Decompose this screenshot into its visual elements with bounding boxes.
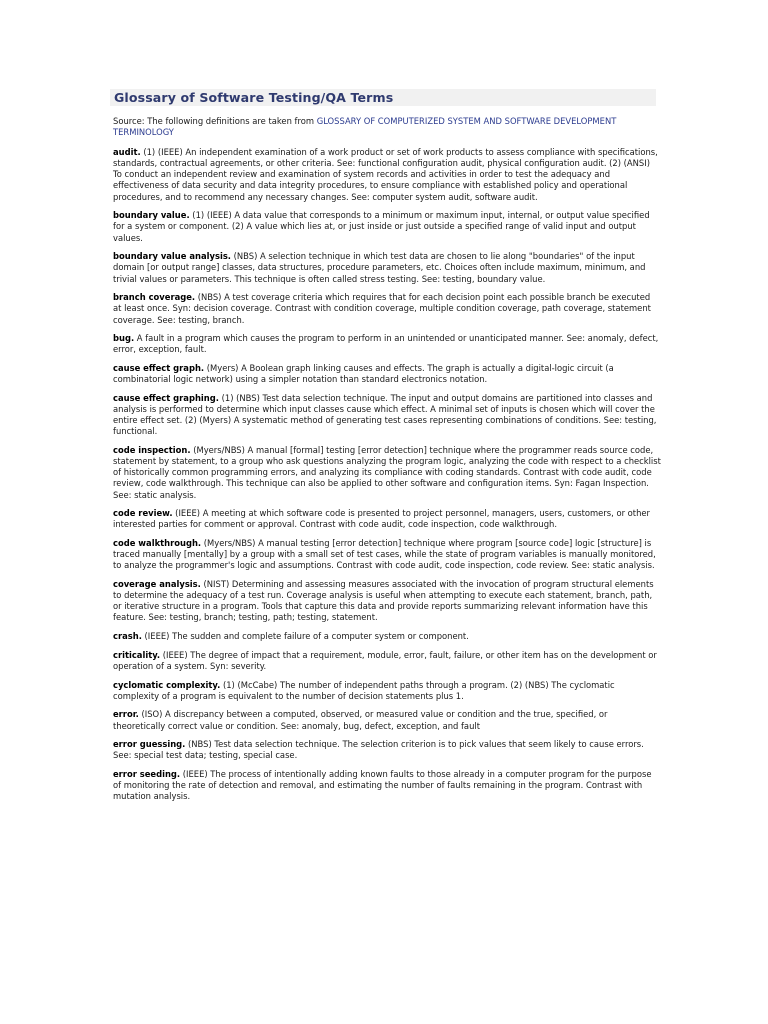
entry-definition: (1) (NBS) Test data selection technique. The input and output domains are partitioned into classes and analysis is performed to determine which input classes cause which effect. A minimal set of inputs is chosen which will cover the entire effect set. (2) (Myers) A systematic method of generating test cases representing combinations of conditions. See: testing, functional. bbox=[113, 392, 657, 437]
entry-definition: (IEEE) A meeting at which software code is presented to project personnel, managers, users, customers, or other interested parties for comment or approval. Contrast with code audit, code inspection, code walkthrough. bbox=[113, 508, 650, 530]
entry-term: branch coverage. bbox=[113, 292, 196, 303]
glossary-entry bbox=[113, 769, 661, 802]
entry-term: criticality. bbox=[113, 649, 161, 660]
entry-term: bug. bbox=[113, 333, 135, 344]
glossary-entry bbox=[113, 292, 661, 325]
entry-term: cause effect graphing. bbox=[113, 392, 219, 403]
glossary-entry bbox=[113, 631, 661, 642]
entry-definition: (NBS) A test coverage criteria which requires that for each decision point each possible branch be executed at least once. Syn: decision coverage. Contrast with condition coverage, multiple condition coverage, path coverage, statement coverage. See: testing, branch. bbox=[113, 292, 651, 325]
entry-term: boundary value. bbox=[113, 210, 190, 221]
glossary-entry bbox=[113, 650, 661, 672]
glossary-entry bbox=[113, 363, 661, 385]
entry-term: coverage analysis. bbox=[113, 579, 201, 589]
entry-term: code inspection. bbox=[113, 444, 191, 455]
glossary-entry bbox=[113, 445, 661, 501]
entry-definition: (NBS) Test data selection technique. The selection criterion is to pick values that seem likely to cause errors. See: special test data; testing, special case. bbox=[113, 739, 644, 761]
entry-definition: (Myers/NBS) A manual [formal] testing [error detection] technique where the programmer reads source code, statement by statement, to a group who ask questions analyzing the program logic, analyzing the code with respect to a checklist of historically common programming errors, and analyzing its compliance with coding standards. Contrast with code audit, code review, code walkthrough. This technique can also be applied to other software and configuration items. Syn: Fagan Inspection. See: static analysis. bbox=[113, 444, 661, 500]
glossary-entry bbox=[113, 210, 661, 243]
entry-definition: (1) (IEEE) An independent examination of a work product or set of work products to assess compliance with specifications, standards, contractual agreements, or other criteria. See: functional configuration audit, physical configuration audit. (2) (ANSI) To conduct an independent review and examination of system records and activities in order to test the adequacy and effectiveness of data security and data integrity procedures, to ensure compliance with established policy and operational procedures, and to recommend any necessary changes. See: computer system audit, software audit. bbox=[113, 147, 658, 202]
glossary-entry bbox=[113, 739, 661, 761]
entry-definition: (Myers) A Boolean graph linking causes and effects. The graph is actually a digital-logic circuit (a combinatorial logic network) using a simpler notation than standard electronics notation. bbox=[113, 363, 614, 385]
glossary-entry bbox=[113, 538, 661, 571]
entry-term: code review. bbox=[113, 508, 173, 519]
entry-definition: (Myers/NBS) A manual testing [error detection] technique where program [source code] logic [structure] is traced manually [mentally] by a group with a small set of test cases, while the state of program variables is manually monitored, to analyze the programmer's logic and assumptions. Contrast with code audit, code inspection, code review. See: static analysis. bbox=[113, 538, 656, 571]
entry-term: audit. bbox=[113, 147, 141, 157]
glossary-entry bbox=[113, 508, 661, 530]
entry-term: error seeding. bbox=[113, 769, 181, 780]
glossary-entry bbox=[113, 147, 661, 203]
entry-term: error. bbox=[113, 709, 139, 720]
glossary-entry bbox=[113, 680, 661, 702]
entry-definition: (1) (McCabe) The number of independent paths through a program. (2) (NBS) The cyclomatic complexity of a program is equivalent to the number of decision statements plus 1. bbox=[113, 679, 615, 701]
source-line bbox=[113, 116, 661, 138]
entry-term: error guessing. bbox=[113, 739, 186, 750]
glossary-entry bbox=[113, 393, 661, 438]
entry-definition: (1) (IEEE) A data value that corresponds to a minimum or maximum input, internal, or output value specified for a system or component. (2) A value which lies at, or just inside or just outside a specified range of valid input and output values. bbox=[113, 210, 650, 243]
glossary-entry bbox=[113, 579, 661, 624]
glossary-entry bbox=[113, 251, 661, 284]
entry-term: cyclomatic complexity. bbox=[113, 679, 221, 690]
glossary-entry bbox=[113, 333, 661, 355]
glossary-entry bbox=[113, 709, 661, 731]
entry-term: code walkthrough. bbox=[113, 538, 202, 549]
entry-definition: (IEEE) The degree of impact that a requirement, module, error, fault, failure, or other item has on the development or operation of a system. Syn: severity. bbox=[113, 649, 657, 671]
entry-definition: (IEEE) The sudden and complete failure of a computer system or component. bbox=[141, 631, 469, 642]
entry-term: cause effect graph. bbox=[113, 363, 205, 373]
source-prefix: Source: The following definitions are taken from bbox=[113, 116, 317, 126]
entry-definition: (ISO) A discrepancy between a computed, observed, or measured value or condition and the true, specified, or theoretically correct value or condition. See: anomaly, bug, defect, exception, and fault bbox=[113, 709, 608, 731]
entry-definition: (NBS) A selection technique in which test data are chosen to lie along "boundaries" of the input domain [or output range] classes, data structures, procedure parameters, etc. Choices often include maximum, minimum, and trivial values or parameters. This technique is often called stress testing. See: testing, boundary value. bbox=[113, 251, 646, 284]
source-link[interactable]: GLOSSARY OF COMPUTERIZED SYSTEM AND SOFTWARE DEVELOPMENT TERMINOLOGY bbox=[113, 116, 617, 137]
glossary-entries bbox=[113, 147, 661, 810]
entry-term: boundary value analysis. bbox=[113, 251, 231, 262]
entry-term: crash. bbox=[113, 631, 142, 642]
page-title: Glossary of Software Testing/QA Terms bbox=[114, 90, 394, 105]
entry-definition: A fault in a program which causes the program to perform in an unintended or unanticipated manner. See: anomaly, defect, error, exception, fault. bbox=[113, 333, 659, 355]
entry-definition: (IEEE) The process of intentionally adding known faults to those already in a computer program for the purpose of monitoring the rate of detection and removal, and estimating the number of faults remaining in the program. Contrast with mutation analysis. bbox=[113, 769, 652, 802]
entry-definition: (NIST) Determining and assessing measures associated with the invocation of program structural elements to determine the adequacy of a test run. Coverage analysis is useful when attempting to execute each statement, branch, path, or iterative structure in a program. Tools that capture this data and provide reports summarizing relevant information have this feature. See: testing, branch; testing, path; testing, statement. bbox=[113, 579, 654, 623]
